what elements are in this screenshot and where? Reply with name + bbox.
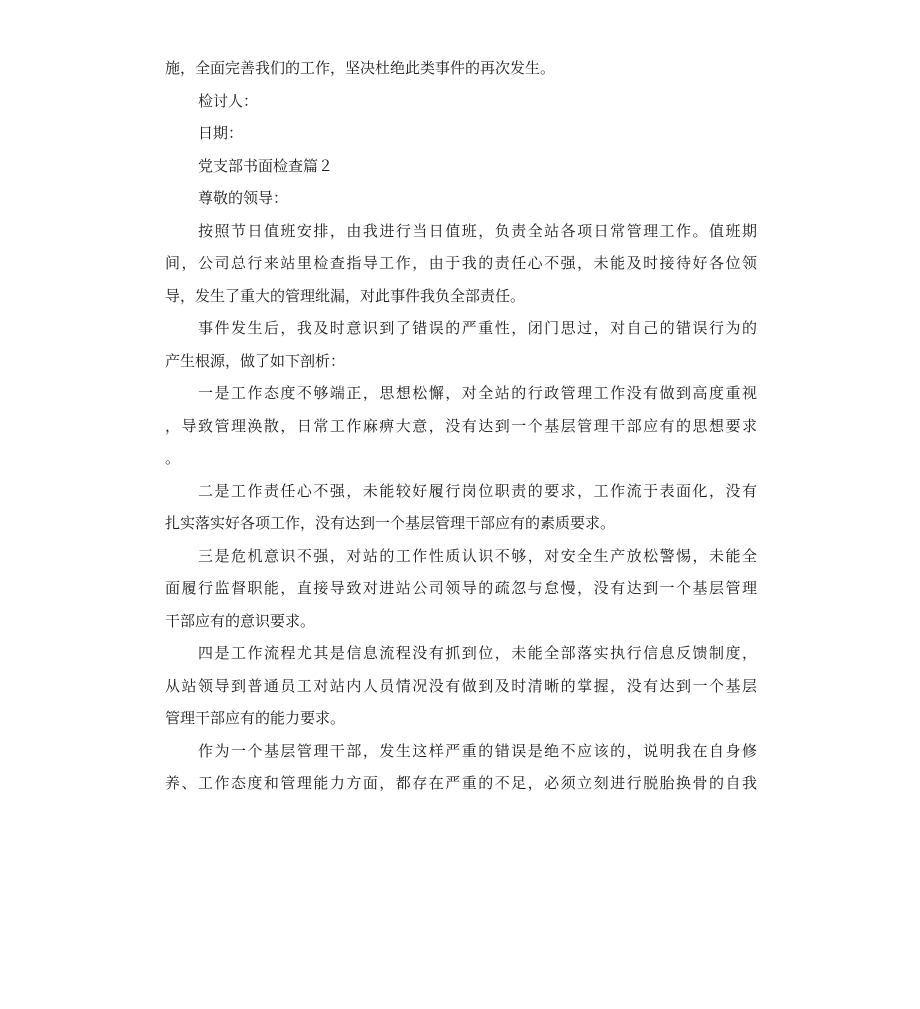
- text-line: 二是工作责任心不强，未能较好履行岗位职责的要求，工作流于表面化，没有: [198, 481, 757, 500]
- text-line: 。: [165, 449, 181, 467]
- text-line: 面履行监督职能，直接导致对进站公司领导的疏忽与怠慢，没有达到一个基层管理: [165, 579, 757, 597]
- text-line: 尊敬的领导：: [198, 189, 289, 207]
- text-line: 养、工作态度和管理能力方面，都存在严重的不足，必须立刻进行脱胎换骨的自我: [165, 774, 757, 792]
- text-line: 党支部书面检查篇２: [198, 156, 334, 175]
- text-line: 一是工作态度不够端正，思想松懈，对全站的行政管理工作没有做到高度重视: [198, 384, 757, 402]
- text-line: 事件发生后，我及时意识到了错误的严重性，闭门思过，对自己的错误行为的: [198, 319, 757, 337]
- text-line: 干部应有的意识要求。: [165, 611, 316, 630]
- text-line: ，导致管理涣散，日常工作麻痹大意，没有达到一个基层管理干部应有的思想要求: [165, 416, 757, 435]
- text-line: 按照节日值班安排，由我进行当日值班，负责全站各项日常管理工作。值班期: [198, 221, 757, 240]
- text-line: 间，公司总行来站里检查指导工作，由于我的责任心不强，未能及时接待好各位领: [165, 254, 757, 272]
- document-body: [165, 52, 757, 800]
- text-line: 施，全面完善我们的工作，坚决杜绝此类事件的再次发生。: [165, 59, 556, 77]
- text-line: 检讨人：: [198, 91, 259, 110]
- text-line: 从站领导到普通员工对站内人员情况没有做到及时清晰的掌握，没有达到一个基层: [165, 676, 757, 695]
- text-line: 三是危机意识不强，对站的工作性质认识不够，对安全生产放松警惕，未能全: [198, 546, 757, 565]
- text-line: 作为一个基层管理干部，发生这样严重的错误是绝不应该的，说明我在自身修: [198, 741, 757, 760]
- text-line: 日期：: [198, 124, 244, 142]
- text-line: 导，发生了重大的管理纰漏，对此事件我负全部责任。: [165, 286, 526, 305]
- text-line: 扎实落实好各项工作，没有达到一个基层管理干部应有的素质要求。: [165, 514, 616, 532]
- text-line: 产生根源，做了如下剖析：: [165, 351, 346, 370]
- text-line: 管理干部应有的能力要求。: [165, 709, 346, 727]
- text-line: 四是工作流程尤其是信息流程没有抓到位，未能全部落实执行信息反馈制度，: [198, 644, 757, 662]
